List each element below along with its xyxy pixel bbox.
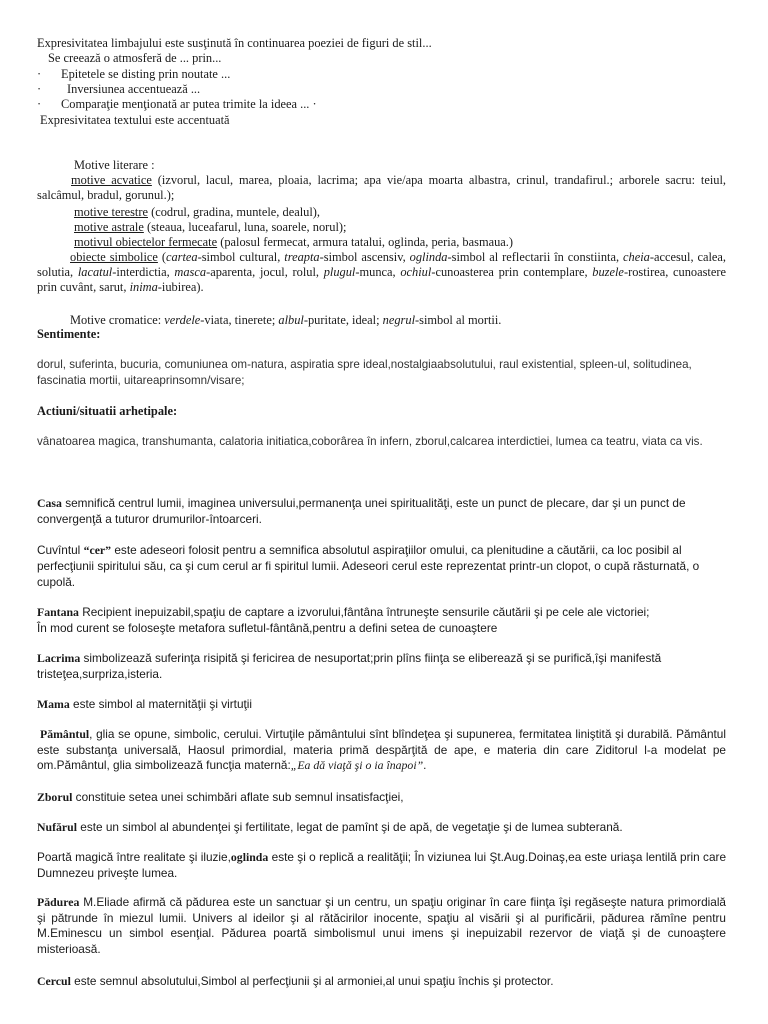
txt: -simbol al reflectarii în constiinta, — [447, 250, 624, 264]
txt: -munca, — [355, 265, 401, 279]
actiuni-heading: Actiuni/situatii arhetipale: — [37, 404, 178, 418]
txt: -simbol cultural, — [197, 250, 285, 264]
cer-paragraph — [37, 542, 726, 590]
txt: -interdictia, — [112, 265, 175, 279]
italic-term: verdele — [164, 313, 201, 327]
italic-term: plugul — [323, 265, 356, 279]
txt: Poartă magică între realitate şi iluzie, — [37, 850, 231, 864]
txt: este un simbol al abundenţei şi fertilitate, legat de pamînt şi de apă, de vegetaţie şi de lumea subterană. — [76, 820, 623, 834]
bullet-text: Inversiunea accentuează ... — [67, 82, 201, 96]
txt: este şi o replică a realităţii; În viziunea lui Şt.Aug.Doinaş,ea este uriaşa lentilă prin care Dumnezeu priveşte lumea. — [37, 850, 726, 880]
txt: este semnul absolutului,Simbol al perfecţiunii şi al armoniei,al unui spaţiu închis şi protector. — [70, 974, 554, 988]
oglinda-term: oglinda — [230, 850, 269, 864]
fantana-term: Fantana — [37, 605, 79, 619]
mama-paragraph — [37, 696, 726, 712]
nufarul-term: Nufărul — [37, 820, 77, 834]
italic-term: albul — [278, 313, 304, 327]
oglinda-paragraph — [37, 849, 726, 881]
txt: Motive cromatice: — [70, 313, 165, 327]
txt: -accesul, calea, solutia, — [37, 250, 727, 279]
txt: constituie setea unei schimbări aflate sub semnul insatisfacţiei, — [72, 790, 404, 804]
intro-line-3: Expresivitatea textului este accentuată — [40, 113, 230, 127]
intro-line-2: Se creează o atmosferă de ... prin... — [48, 51, 222, 65]
txt: semnifică centrul lumii, imaginea universului,permanenţa unei spiritualităţi, este un punct de plecare, dar şi un punct de convergenţă a tuturor drumurilor-întoarceri. — [37, 496, 686, 526]
txt: ( — [157, 250, 166, 264]
obiecte-simbolice — [37, 250, 726, 295]
cercul-paragraph — [37, 973, 726, 989]
zborul-paragraph — [37, 789, 726, 805]
txt: este simbol al maternităţii şi virtuţii — [69, 697, 253, 711]
motive-fermecate-label: motivul obiectelor fermecate — [74, 235, 218, 249]
pamant-paragraph — [37, 727, 726, 774]
actiuni-text: vânatoarea magica, transhumanta, calatoria initiatica,coborârea în infern, zborul,calcarea interdictiei, lumea ca teatru, viata ca vis. — [37, 435, 703, 448]
motive-acvatice-text: (izvorul, lacul, marea, ploaia, lacrima; apa vie/apa moarta albastra, crinul, trandafirul.; arborele sacru: teiul, salcâmul, bradul, gorunul.); — [37, 173, 726, 202]
bullet-text: Comparaţie menţionată ar putea trimite la ideea ... · — [61, 97, 317, 111]
motive-astrale — [74, 220, 346, 235]
italic-term: buzele — [592, 265, 624, 279]
bullet-item-3 — [37, 97, 317, 112]
casa-term: Casa — [37, 496, 62, 510]
italic-term: cheia — [623, 250, 650, 264]
motive-fermecate — [74, 235, 513, 250]
sentimente-text: dorul, suferinta, bucuria, comuniunea om-natura, aspiratia spre ideal,nostalgiaabsolutului, raul existential, spleen-ul, solitudinea, fascinatia mortii, uitareaprinsomn/visare; — [37, 358, 692, 387]
italic-term: cartea — [165, 250, 198, 264]
italic-term: lacatul — [77, 265, 113, 279]
italic-term: treapta — [284, 250, 320, 264]
italic-term: masca — [174, 265, 207, 279]
intro-line-1: Expresivitatea limbajului este susţinută în continuarea poeziei de figuri de stil... — [37, 36, 432, 50]
motive-astrale-label: motive astrale — [74, 220, 144, 234]
txt: M.Eliade afirmă că pădurea este un sanctuar şi un centru, un spaţiu originar în care fiinţa îşi regăseşte natura primordială şi pătrunde în miezul lumii. Univers al ideilor şi al rătăcirilor inocente, spaţiu al visării şi al purificării, pădurea rămîne pentru M.Eminescu un simbol esenţial. Pădurea poartă simbolismul unui imens şi inepuizabil rezervor de viaţă şi de cunoaştere misterioasă. — [37, 895, 726, 956]
mama-term: Mama — [37, 697, 70, 711]
italic-quote: „Ea dă viaţă şi o ia înapoi” — [290, 758, 424, 772]
txt: este adeseori folosit pentru a semnifica absolutul aspiraţiilor omului, ca plenitudine a căutării, ca loc posibil al perfecţiunii spiritului său, ca şi cum cerul ar fi spiritul lumii. Adeseori cerul este reprezentat printr-un clopot, o cupă răsturnată, o cupolă. — [37, 543, 700, 589]
txt: Recipient inepuizabil,spaţiu de captare a izvorului,fântâna întruneşte sensurile căutării şi pe cele ale victoriei; — [78, 605, 650, 619]
bullet-item-1 — [37, 67, 230, 82]
txt: . — [423, 758, 427, 772]
cer-term: “cer” — [83, 543, 112, 557]
bullet-marker: · — [37, 82, 42, 96]
motive-fermecate-text: (palosul fermecat, armura tatalui, oglinda, peria, basmaua.) — [217, 235, 513, 249]
casa-paragraph — [37, 495, 726, 527]
txt: -aparenta, jocul, rolul, — [206, 265, 324, 279]
bullet-marker: · — [37, 97, 42, 111]
txt: -viata, tinerete; — [200, 313, 279, 327]
sentimente-heading: Sentimente: — [37, 327, 101, 341]
bullet-text: Epitetele se disting prin noutate ... — [61, 67, 231, 81]
motive-acvatice — [37, 173, 726, 203]
txt: În mod curent se foloseşte metafora sufletul-fântână,pentru a defini setea de cunoaştere — [37, 621, 498, 635]
bullet-item-2 — [37, 82, 200, 97]
motive-astrale-text: (steaua, luceafarul, luna, soarele, norul); — [143, 220, 347, 234]
padurea-term: Pădurea — [37, 895, 80, 909]
nufarul-paragraph — [37, 819, 726, 835]
italic-term: ochiul — [400, 265, 432, 279]
txt: -cunoasterea prin contemplare, — [431, 265, 593, 279]
pamant-term: Pământul — [40, 727, 90, 741]
lacrima-term: Lacrima — [37, 651, 81, 665]
txt: -simbol al mortii. — [415, 313, 502, 327]
motive-terestre-label: motive terestre — [74, 205, 148, 219]
motive-terestre-text: (codrul, gradina, muntele, dealul), — [147, 205, 320, 219]
obiecte-simbolice-label: obiecte simbolice — [70, 250, 158, 264]
motive-terestre — [74, 205, 320, 220]
txt: -simbol ascensiv, — [319, 250, 410, 264]
italic-term: oglinda — [409, 250, 448, 264]
fantana-paragraph — [37, 604, 726, 636]
padurea-paragraph — [37, 895, 726, 957]
txt: -iubirea). — [157, 280, 204, 294]
txt: , glia se opune, simbolic, cerului. Virtuţile pământului sînt blîndeţea şi supunerea, fermitatea liniştită şi durabilă. Pământul este substanţa universală, Haosul primordial, materia primă despărţită de ape, e materia din care Ziditorul l-a modelat pe om.Pământul, glia simbolizează funcţia maternă: — [37, 727, 726, 772]
zborul-term: Zborul — [37, 790, 73, 804]
motive-heading: Motive literare : — [74, 158, 155, 172]
cercul-term: Cercul — [37, 974, 71, 988]
txt: Cuvîntul — [37, 543, 84, 557]
motive-acvatice-label: motive acvatice — [71, 173, 152, 187]
italic-term: negrul — [382, 313, 416, 327]
italic-term: inima — [129, 280, 158, 294]
bullet-marker: · — [37, 67, 42, 81]
lacrima-paragraph — [37, 650, 726, 682]
txt: -puritate, ideal; — [303, 313, 383, 327]
txt: simbolizează suferinţa risipită şi fericirea de nesuportat;prin plîns fiinţa se eliberează şi se purifică,îşi manifestă tristeţea,surpriza,isteria. — [37, 651, 662, 681]
motive-cromatice — [70, 313, 501, 328]
txt: -rostirea, cunoastere prin cuvânt, sarut, — [37, 265, 726, 294]
